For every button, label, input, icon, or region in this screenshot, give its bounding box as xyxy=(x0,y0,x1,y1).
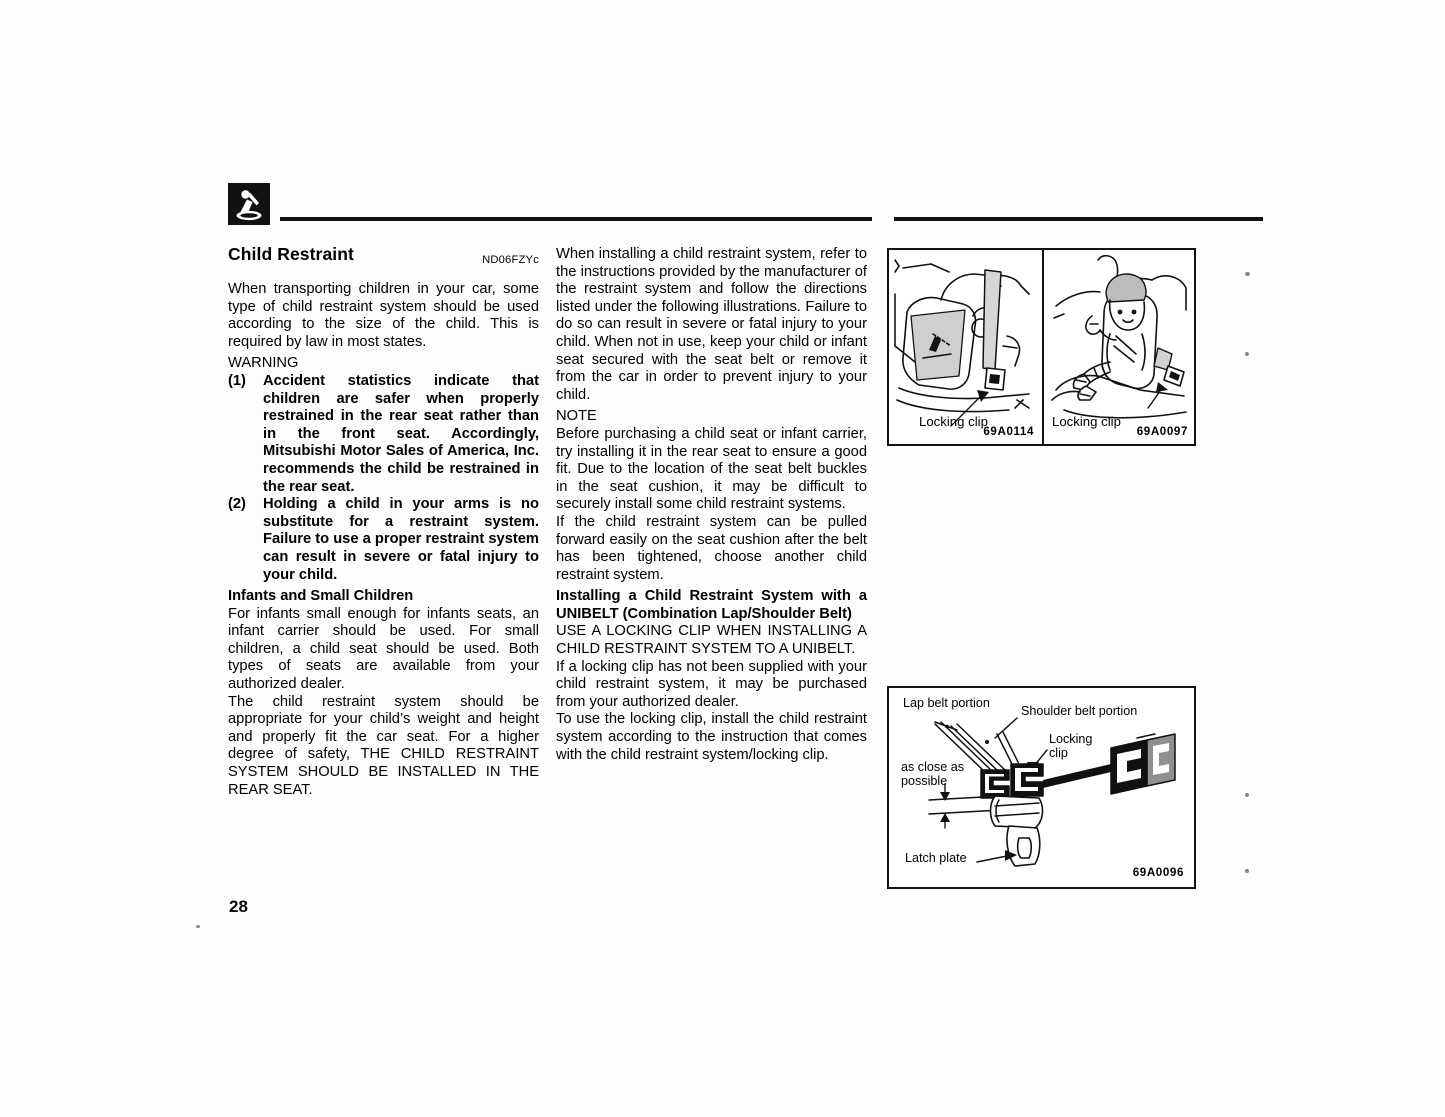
label-locking-clip-line1: Locking xyxy=(1049,732,1093,746)
warning-list xyxy=(228,373,539,584)
intro-paragraph: When transporting children in your car, some type of child restraint system should be used according to the size of the child. This is required by law in most states. xyxy=(228,281,539,350)
scan-speck xyxy=(1245,793,1249,797)
label-latch-plate: Latch plate xyxy=(905,851,967,865)
figure-child-restraint-installation xyxy=(887,248,1196,446)
child-seat-belt-icon xyxy=(228,183,270,225)
figure-pane-child-seat xyxy=(1044,250,1196,444)
infants-paragraph-2: The child restraint system should be appropriate for your child’s weight and height and properly fit the car seat. For a higher degree of safety, THE CHILD RESTRAINT SYSTEM SHOULD BE INSTALLED IN THE REAR SEAT. xyxy=(228,693,539,798)
infants-paragraph-1: For infants small enough for infants seats, an infant carrier should be used. For small children, a child seat should be used. Both types of seats are available from your authorized dealer. xyxy=(228,605,539,693)
figure-code: 69A0114 xyxy=(983,425,1034,438)
label-shoulder-belt-portion: Shoulder belt portion xyxy=(1021,704,1138,718)
warning-text: Holding a child in your arms is no substitute for a restraint system. Failure to use a proper restraint system can result in severe or fatal injury to your child. xyxy=(263,496,539,583)
middle-column xyxy=(556,246,867,764)
note-paragraph-2: If the child restraint system can be pulled forward easily on the seat cushion after the belt has been tightened, choose another child restraint system. xyxy=(556,513,867,583)
unibelt-paragraph-1: If a locking clip has not been supplied with your child restraint system, it may be purchased from your authorized dealer. xyxy=(556,658,867,710)
warning-item xyxy=(228,373,539,496)
figure-locking-clip-detail xyxy=(887,686,1196,889)
label-as-close-as-line1: as close as xyxy=(901,760,964,774)
note-heading: NOTE xyxy=(556,408,597,425)
page-title: Child Restraint xyxy=(228,244,354,264)
page-header xyxy=(228,183,1263,233)
installing-paragraph: When installing a child restraint system, refer to the instructions provided by the manufacturer of the restraint system and follow the directions listed under the following illustrations. Failure to do so can result in severe or fatal injury to your child. When not in use, keep your child or infant seat secured with the seat belt or remove it from the car in order to prevent injury to your child. xyxy=(556,246,867,403)
scan-speck xyxy=(196,925,200,928)
unibelt-heading: Installing a Child Restraint System with a UNIBELT (Combination Lap/Shoulder Belt) xyxy=(556,588,867,622)
infants-heading: Infants and Small Children xyxy=(228,588,414,605)
note-paragraph-1: Before purchasing a child seat or infant carrier, try installing it in the rear seat to ensure a good fit. Due to the location of the seat belt buckles in the seat cushion, it may be difficult to securely install some child restraint systems. xyxy=(556,425,867,513)
figure-code: 69A0096 xyxy=(1132,866,1184,879)
figure-pane-infant-carrier xyxy=(889,250,1042,444)
page-number: 28 xyxy=(229,897,248,916)
figure-caption-locking-clip: Locking clip xyxy=(919,414,988,429)
warning-heading: WARNING xyxy=(228,355,299,372)
warning-number: (1) xyxy=(228,372,246,389)
label-lap-belt-portion: Lap belt portion xyxy=(903,696,990,710)
header-rule-left xyxy=(280,217,872,221)
scan-speck xyxy=(1245,869,1249,873)
left-column xyxy=(228,246,539,799)
figure-caption-locking-clip: Locking clip xyxy=(1052,414,1121,429)
unibelt-paragraph-2: To use the locking clip, install the child restraint system according to the instruction that comes with the child restraint system/locking clip. xyxy=(556,711,867,763)
section-title-row xyxy=(228,246,539,272)
label-as-close-as-line2: possible xyxy=(901,774,948,788)
label-locking-clip-line2: clip xyxy=(1049,746,1068,760)
header-rule-right xyxy=(894,217,1263,221)
scan-speck xyxy=(1245,272,1250,276)
scan-speck xyxy=(1245,352,1249,356)
warning-text: Accident statistics indicate that children are safer when properly restrained in the rear seat rather than in the front seat. Accordingly, Mitsubishi Motor Sales of America, Inc. recommends the child be restrained in the rear seat. xyxy=(263,372,539,495)
warning-item xyxy=(228,496,539,584)
warning-number: (2) xyxy=(228,496,246,513)
document-code: ND06FZYc xyxy=(482,254,539,267)
figure-code: 69A0097 xyxy=(1136,425,1188,438)
unibelt-caps-paragraph: USE A LOCKING CLIP WHEN INSTALLING A CHILD RESTRAINT SYSTEM TO A UNIBELT. xyxy=(556,623,867,658)
